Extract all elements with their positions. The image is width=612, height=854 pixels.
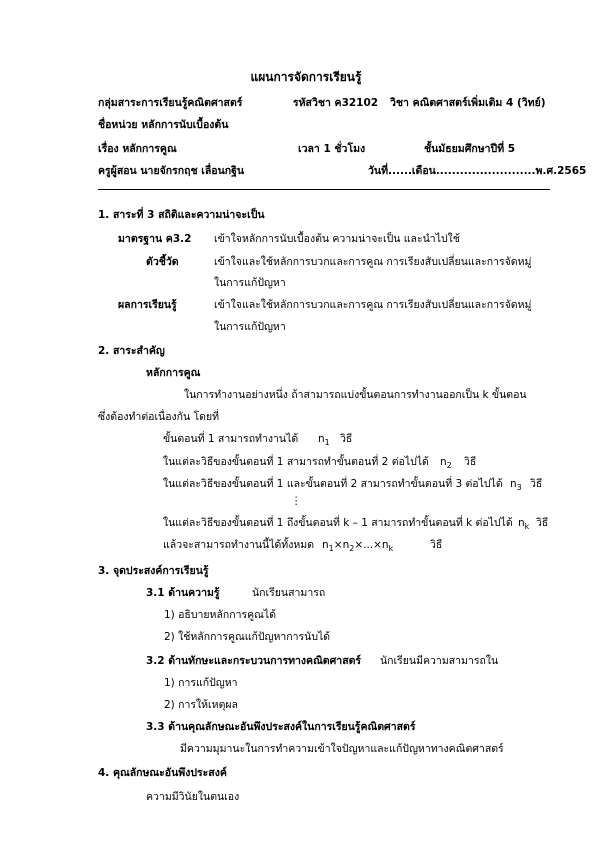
- principle-para-line1: ในการทำงานอย่างหนึ่ง ถ้าสามารถแบ่งขั้นตอนการทำงานออกเป็น k ขั้นตอน: [184, 389, 527, 401]
- knowledge-text: นักเรียนสามารถ: [252, 587, 326, 599]
- section4-heading: 4. คุณลักษณะอันพึงประสงค์: [98, 767, 227, 779]
- indicator-label: ตัวชี้วัด: [146, 256, 179, 268]
- page-title: แผนการจัดการเรียนรู้: [250, 70, 362, 84]
- outcome-label: ผลการเรียนรู้: [118, 299, 177, 311]
- section3-heading: 3. จุดประสงค์การเรียนรู้: [98, 565, 209, 577]
- step3-count: $n_3$: [510, 478, 522, 492]
- step1-count: $n_1$: [318, 433, 330, 447]
- step3-text: ในแต่ละวิธีของขั้นตอนที่ 1 และขั้นตอนที่ 2 สามารถทำขั้นตอนที่ 3 ต่อไปได้: [163, 478, 503, 490]
- stepk-text: ในแต่ละวิธีของขั้นตอนที่ 1 ถึงขั้นตอนที่ k – 1 สามารถทำขั้นตอนที่ k ต่อไปได้: [163, 517, 513, 529]
- header-divider: [98, 189, 550, 190]
- indicator-line2: ในการแก้ปัญหา: [214, 277, 286, 289]
- header-topic: เรื่อง หลักการคูณ: [98, 143, 177, 155]
- header-grade: ชั้นมัธยมศึกษาปีที่ 5: [424, 143, 516, 155]
- section2-subheading: หลักการคูณ: [146, 367, 201, 379]
- total-formula: $n_1\times n_2\times...\times n_k$: [322, 539, 394, 553]
- header-duration: เวลา 1 ชั่วโมง: [298, 143, 366, 155]
- header-group: กลุ่มสาระการเรียนรู้คณิตศาสตร์: [98, 97, 243, 109]
- header-course-name: วิชา คณิตศาสตร์เพิ่มเติม 4 (วิทย์): [390, 97, 546, 109]
- knowledge-item-1: 1) อธิบายหลักการคูณได้: [164, 609, 277, 621]
- outcome-line2: ในการแก้ปัญหา: [214, 321, 286, 333]
- skills-item-2: 2) การให้เหตุผล: [164, 699, 238, 711]
- skills-label: 3.2 ด้านทักษะและกระบวนการทางคณิตศาสตร์: [146, 655, 362, 667]
- header-unit: ชื่อหน่วย หลักการนับเบื้องต้น: [98, 119, 229, 131]
- standard-text: เข้าใจหลักการนับเบื้องต้น ความน่าจะเป็น และนำไปใช้: [214, 233, 460, 245]
- total-text: แล้วจะสามารถทำงานนี้ได้ทั้งหมด: [163, 539, 315, 551]
- step2-unit: วิธี: [464, 456, 477, 468]
- header-date: วันที่......เดือน.........................พ.ศ.2565: [368, 165, 587, 177]
- knowledge-item-2: 2) ใช้หลักการคูณแก้ปัญหาการนับได้: [164, 631, 331, 643]
- step1-text: ขั้นตอนที่ 1 สามารถทำงานได้: [163, 433, 299, 445]
- step2-text: ในแต่ละวิธีของขั้นตอนที่ 1 สามารถทำขั้นตอนที่ 2 ต่อไปได้: [163, 456, 429, 468]
- indicator-line1: เข้าใจและใช้หลักการบวกและการคูณ การเรียงสับเปลี่ยนและการจัดหมู่: [214, 256, 532, 268]
- section4-text: ความมีวินัยในตนเอง: [146, 791, 240, 803]
- total-unit: วิธี: [430, 539, 443, 551]
- stepk-unit: วิธี: [536, 517, 549, 529]
- step1-unit: วิธี: [340, 433, 353, 445]
- skills-text: นักเรียนมีความสามารถใน: [380, 655, 499, 667]
- header-course-code: รหัสวิชา ค32102: [293, 97, 379, 109]
- outcome-line1: เข้าใจและใช้หลักการบวกและการคูณ การเรียงสับเปลี่ยนและการจัดหมู่: [214, 299, 532, 311]
- attribute-label: 3.3 ด้านคุณลักษณะอันพึงประสงค์ในการเรียนรู้คณิตศาสตร์: [146, 721, 416, 733]
- stepk-count: $n_k$: [518, 517, 530, 531]
- section1-heading: 1. สาระที่ 3 สถิติและความน่าจะเป็น: [98, 209, 265, 221]
- step2-count: $n_2$: [440, 456, 452, 470]
- standard-label: มาตรฐาน ค3.2: [118, 233, 192, 245]
- header-teacher: ครูผู้สอน นายจักรกฤช เลื่อนกฐิน: [98, 165, 245, 177]
- section2-heading: 2. สาระสำคัญ: [98, 345, 165, 357]
- step3-unit: วิธี: [530, 478, 543, 490]
- skills-item-1: 1) การแก้ปัญหา: [164, 677, 238, 689]
- continuation-dots: ⋮: [291, 495, 302, 507]
- attribute-text: มีความมุมานะในการทำความเข้าใจปัญหาและแก้ปัญหาทางคณิตศาสตร์: [180, 743, 504, 755]
- principle-para-line2: ซึ่งต้องทำต่อเนื่องกัน โดยที่: [98, 411, 220, 423]
- knowledge-label: 3.1 ด้านความรู้: [146, 587, 220, 599]
